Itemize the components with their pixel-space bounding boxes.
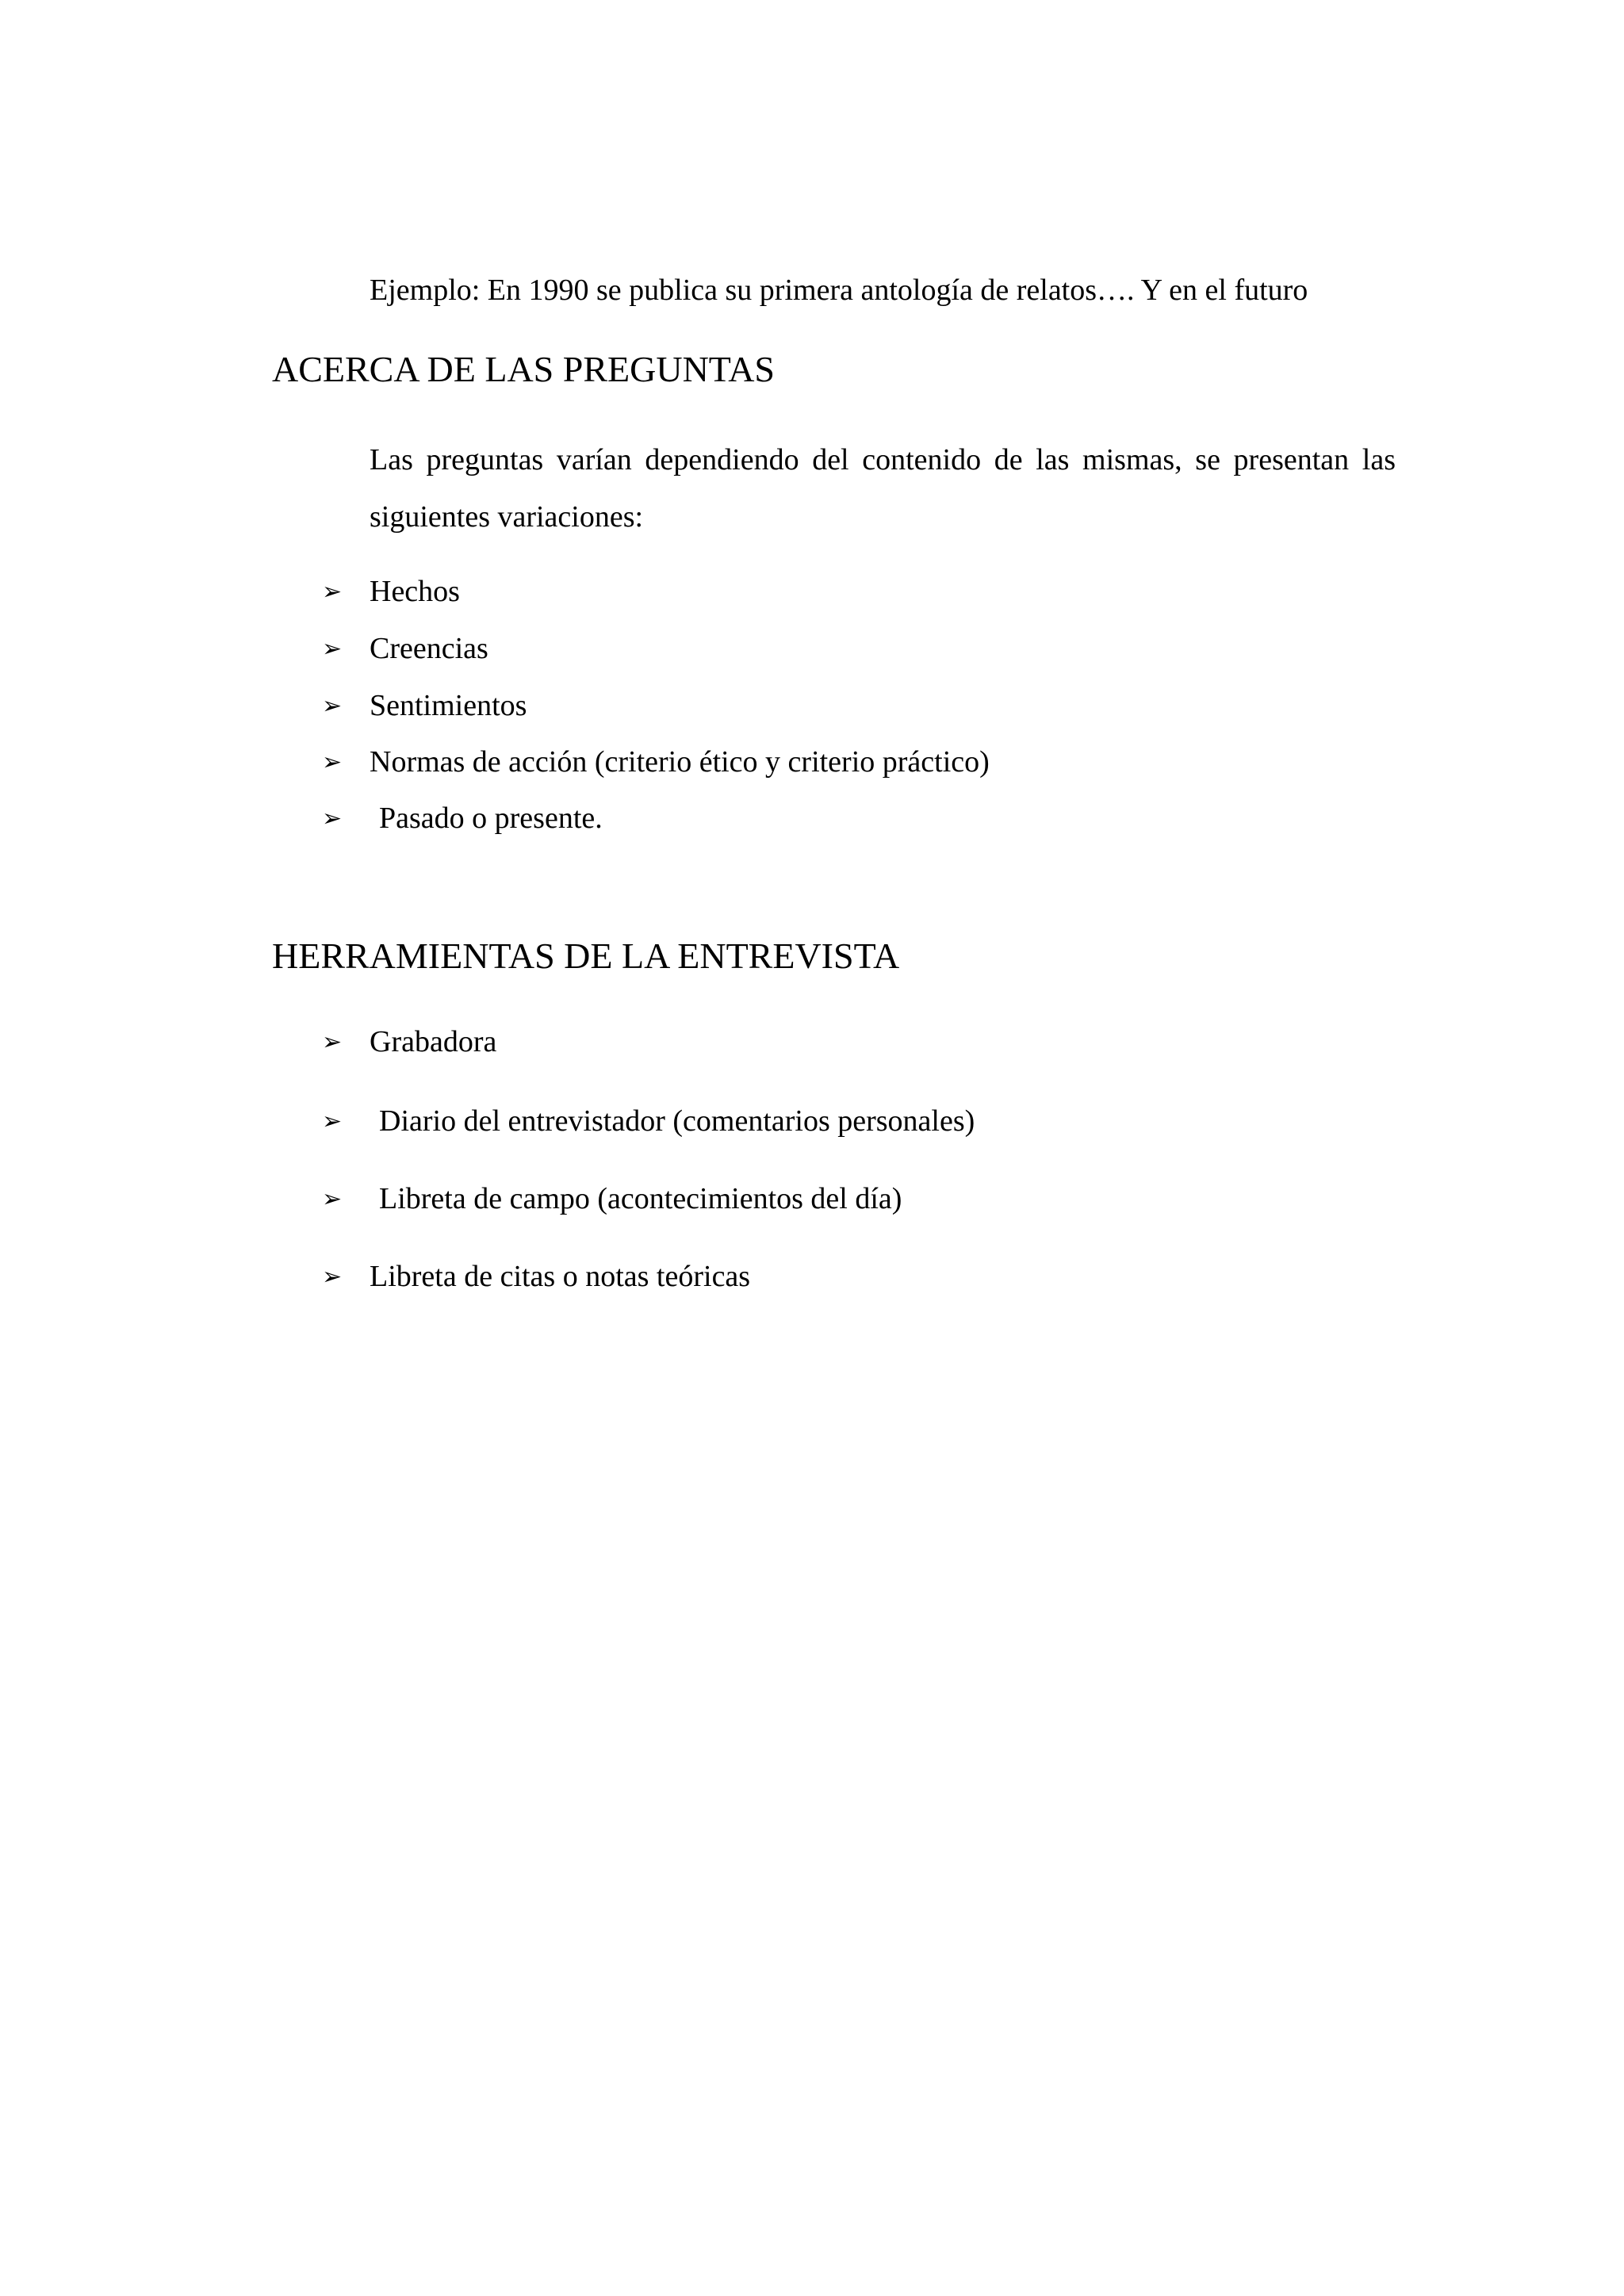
- list-item: [322, 626, 488, 672]
- list-item: [322, 740, 990, 785]
- list-item-text: Libreta de campo (acontecimientos del día): [379, 1182, 902, 1215]
- list-item: [322, 569, 460, 614]
- arrow-bullet-icon: ➢: [322, 748, 343, 776]
- arrow-bullet-icon: ➢: [322, 1263, 343, 1291]
- arrow-bullet-icon: ➢: [322, 1185, 343, 1213]
- list-item: [322, 1177, 902, 1222]
- paragraph-preguntas: Las preguntas varían dependiendo del contenido de las mismas, se presentan las siguientes variaciones:: [370, 443, 1396, 534]
- list-item-text: Hechos: [370, 575, 460, 608]
- list-item-text: Normas de acción (criterio ético y criterio práctico): [370, 745, 990, 779]
- list-item-text: Creencias: [370, 632, 488, 665]
- heading-herramientas-de-la-entrevista: HERRAMIENTAS DE LA ENTREVISTA: [272, 936, 900, 976]
- list-item: [322, 683, 527, 729]
- list-item-text: Grabadora: [370, 1025, 497, 1058]
- list-item: [322, 1099, 975, 1144]
- list-item: [322, 796, 603, 841]
- list-item-text: Libreta de citas o notas teóricas: [370, 1260, 751, 1293]
- list-item-text: Pasado o presente.: [379, 802, 603, 835]
- arrow-bullet-icon: ➢: [322, 578, 343, 606]
- arrow-bullet-icon: ➢: [322, 805, 343, 832]
- arrow-bullet-icon: ➢: [322, 1108, 343, 1135]
- list-item: [322, 1020, 496, 1065]
- example-text: Ejemplo: En 1990 se publica su primera antología de relatos…. Y en el futuro: [370, 274, 1308, 307]
- arrow-bullet-icon: ➢: [322, 692, 343, 720]
- list-item: [322, 1254, 750, 1299]
- list-item-text: Sentimientos: [370, 689, 527, 722]
- arrow-bullet-icon: ➢: [322, 635, 343, 663]
- list-item-text: Diario del entrevistador (comentarios personales): [379, 1104, 975, 1138]
- heading-acerca-de-las-preguntas: ACERCA DE LAS PREGUNTAS: [272, 349, 776, 389]
- arrow-bullet-icon: ➢: [322, 1028, 343, 1056]
